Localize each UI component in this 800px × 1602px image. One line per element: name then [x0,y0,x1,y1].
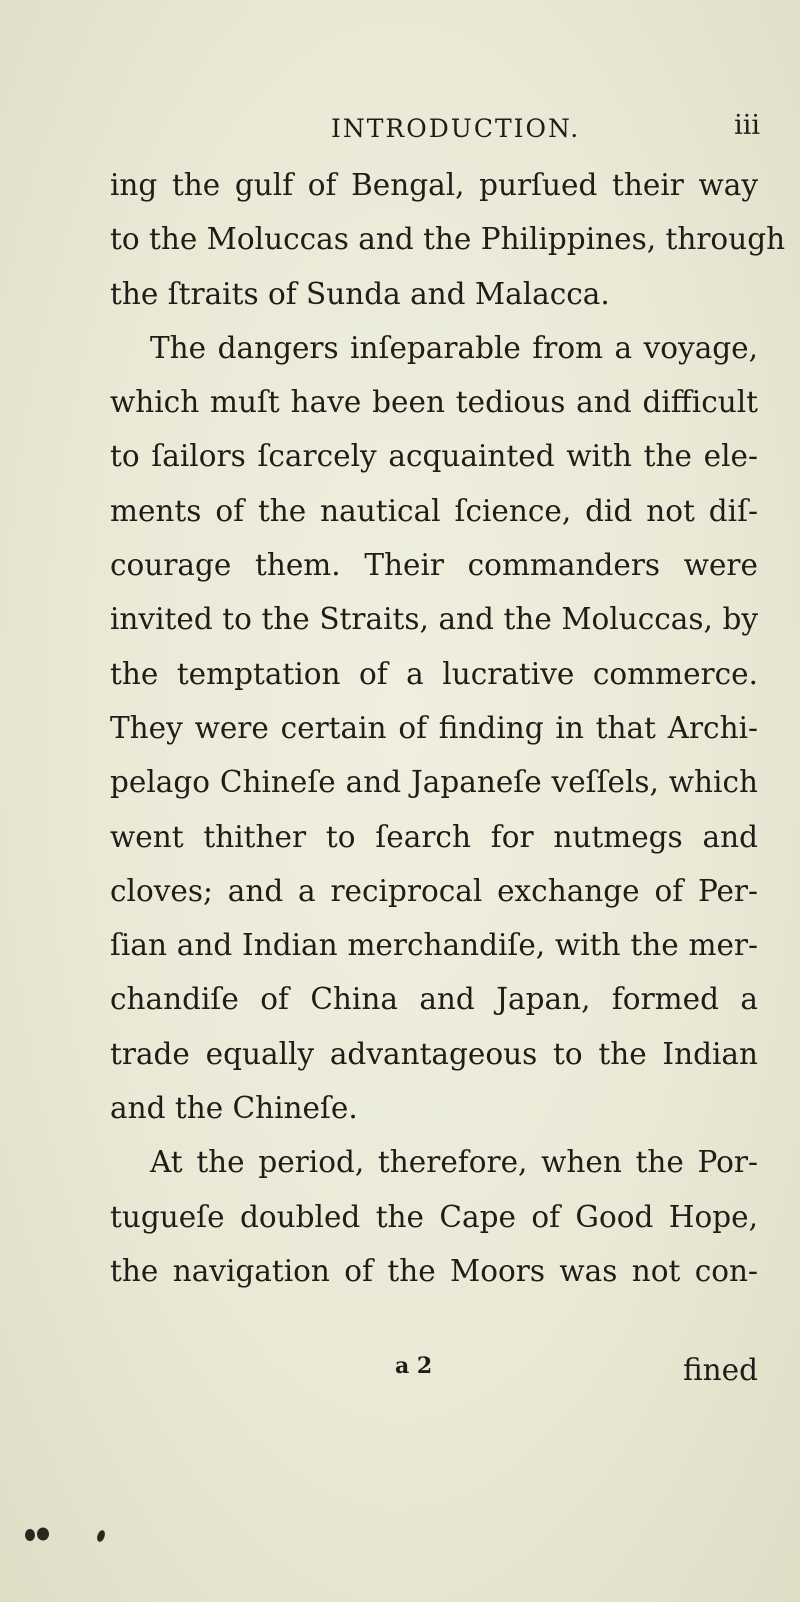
ink-specks-decoration [18,1516,138,1556]
text-line: ments of the nautical ſcience, did not diſ- [110,493,758,528]
text-line: which muſt have been tedious and difficult [110,385,758,420]
text-line: the ſtraits of Sunda and Malacca. [110,276,610,311]
catchword: fined [682,1353,758,1387]
text-line: cloves; and a reciprocal exchange of Per- [110,873,758,908]
text-line: At the period, therefore, when the Por- [150,1145,758,1180]
text-line: the temptation of a lucrative commerce. [110,656,758,691]
body-text [110,158,786,1298]
text-line: pelago Chineſe and Japaneſe veſſels, which [110,765,758,800]
text-line: chandiſe of China and Japan, formed a [110,982,758,1017]
running-title: INTRODUCTION. [331,114,581,143]
text-line: tugueſe doubled the Cape of Good Hope, [110,1199,758,1234]
page-footer [110,1353,758,1397]
signature-mark: a 2 [395,1353,433,1379]
text-line: invited to the Straits, and the Moluccas, by [110,602,758,637]
text-line: ſian and Indian merchandiſe, with the mer- [110,928,758,963]
text-line: courage them. Their commanders were [110,548,758,583]
text-line: the navigation of the Moors was not con- [110,1253,758,1288]
text-line: The dangers inſeparable from a voyage, [150,330,758,365]
text-line: and the Chineſe. [110,1091,358,1126]
running-head [110,110,760,150]
page-number: iii [734,110,760,141]
text-line: ing the gulf of Bengal, purſued their way [110,168,758,202]
text-line: to ſailors ſcarcely acquainted with the ele- [110,439,758,474]
text-line: went thither to ſearch for nutmegs and [110,819,758,854]
text-line: trade equally advantageous to the Indian [110,1036,758,1071]
text-line: They were certain of finding in that Archi- [110,710,758,745]
text-line: to the Moluccas and the Philippines, through [110,222,786,257]
